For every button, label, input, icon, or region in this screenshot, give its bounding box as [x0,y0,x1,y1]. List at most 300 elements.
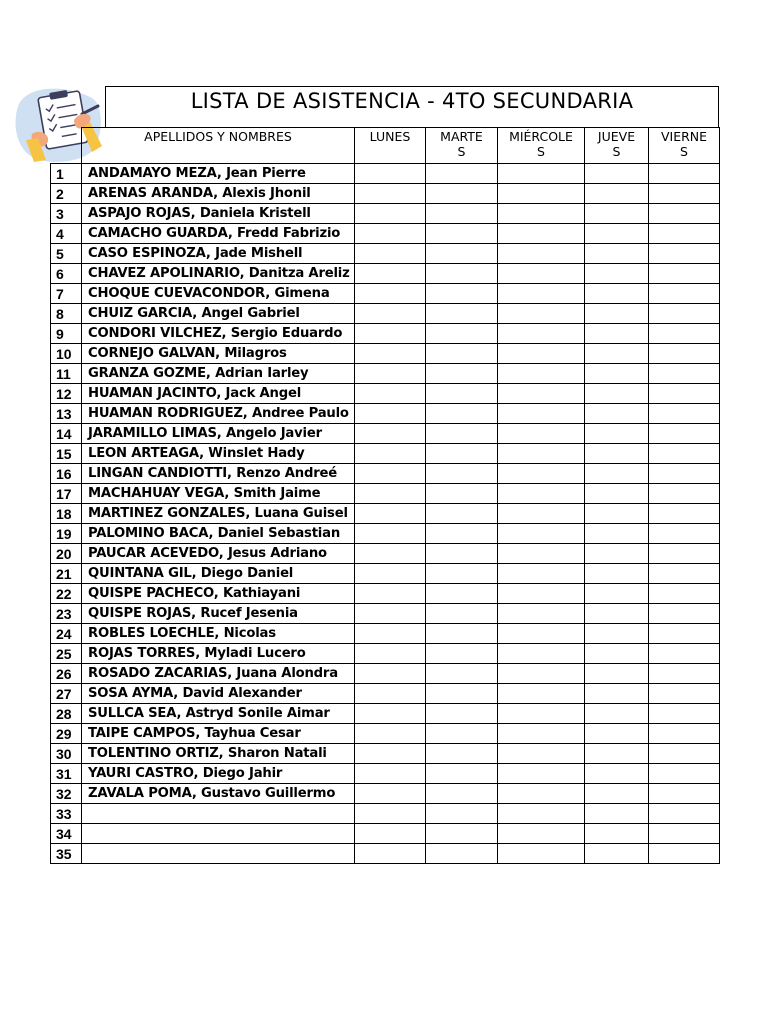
attendance-cell-lunes[interactable] [355,304,426,324]
attendance-cell-martes[interactable] [426,624,498,644]
attendance-cell-miercoles[interactable] [498,804,585,824]
table-row [51,704,720,724]
table-row [51,664,720,684]
table-row [51,624,720,644]
attendance-cell-martes[interactable] [426,364,498,384]
attendance-cell-lunes[interactable] [355,584,426,604]
attendance-cell-lunes[interactable] [355,604,426,624]
student-name: CHAVEZ APOLINARIO, Danitza Areliz [82,264,355,284]
attendance-cell-lunes[interactable] [355,244,426,264]
attendance-cell-jueves[interactable] [585,164,649,184]
attendance-cell-miercoles[interactable] [498,304,585,324]
table-row [51,364,720,384]
student-name: ASPAJO ROJAS, Daniela Kristell [82,204,355,224]
attendance-cell-lunes[interactable] [355,384,426,404]
row-number: 25 [51,644,82,664]
attendance-cell-martes[interactable] [426,484,498,504]
table-row [51,264,720,284]
attendance-cell-lunes[interactable] [355,664,426,684]
attendance-cell-martes[interactable] [426,764,498,784]
attendance-cell-miercoles[interactable] [498,724,585,744]
row-number: 6 [51,264,82,284]
attendance-cell-lunes[interactable] [355,544,426,564]
row-number: 21 [51,564,82,584]
attendance-cell-miercoles[interactable] [498,604,585,624]
attendance-cell-lunes[interactable] [355,504,426,524]
attendance-cell-miercoles[interactable] [498,164,585,184]
attendance-cell-miercoles[interactable] [498,664,585,684]
table-row [51,844,720,864]
attendance-cell-viernes[interactable] [649,684,720,704]
attendance-cell-miercoles[interactable] [498,764,585,784]
student-name: MACHAHUAY VEGA, Smith Jaime [82,484,355,504]
attendance-cell-lunes[interactable] [355,784,426,804]
attendance-cell-martes[interactable] [426,824,498,844]
attendance-cell-viernes[interactable] [649,164,720,184]
student-name: CHUIZ GARCIA, Angel Gabriel [82,304,355,324]
attendance-cell-viernes[interactable] [649,244,720,264]
table-row [51,484,720,504]
attendance-cell-lunes[interactable] [355,424,426,444]
attendance-cell-miercoles[interactable] [498,244,585,264]
table-row [51,244,720,264]
attendance-cell-lunes[interactable] [355,724,426,744]
student-name: QUISPE ROJAS, Rucef Jesenia [82,604,355,624]
student-name: LINGAN CANDIOTTI, Renzo Andreé [82,464,355,484]
attendance-cell-jueves[interactable] [585,204,649,224]
attendance-cell-martes[interactable] [426,424,498,444]
attendance-cell-martes[interactable] [426,604,498,624]
row-number: 15 [51,444,82,464]
student-name [82,804,355,824]
header-miercoles-line2: S [537,144,545,159]
header-miercoles [498,128,585,164]
attendance-cell-viernes[interactable] [649,484,720,504]
student-name: CORNEJO GALVAN, Milagros [82,344,355,364]
attendance-cell-jueves[interactable] [585,724,649,744]
attendance-cell-miercoles[interactable] [498,704,585,724]
attendance-cell-lunes[interactable] [355,484,426,504]
attendance-cell-miercoles[interactable] [498,324,585,344]
table-row [51,224,720,244]
attendance-cell-jueves[interactable] [585,764,649,784]
attendance-cell-martes[interactable] [426,224,498,244]
attendance-cell-jueves[interactable] [585,644,649,664]
attendance-cell-miercoles[interactable] [498,784,585,804]
row-number: 3 [51,204,82,224]
table-row [51,204,720,224]
header-viernes [649,128,720,164]
attendance-cell-miercoles[interactable] [498,644,585,664]
student-name: YAURI CASTRO, Diego Jahir [82,764,355,784]
attendance-cell-lunes[interactable] [355,364,426,384]
row-number: 11 [51,364,82,384]
student-name: ROJAS TORRES, Myladi Lucero [82,644,355,664]
row-number: 20 [51,544,82,564]
table-row [51,184,720,204]
attendance-cell-jueves[interactable] [585,544,649,564]
attendance-cell-martes[interactable] [426,384,498,404]
attendance-cell-jueves[interactable] [585,304,649,324]
attendance-cell-jueves[interactable] [585,824,649,844]
table-row [51,784,720,804]
attendance-cell-viernes[interactable] [649,604,720,624]
attendance-cell-lunes[interactable] [355,404,426,424]
attendance-cell-viernes[interactable] [649,784,720,804]
attendance-cell-viernes[interactable] [649,564,720,584]
attendance-cell-lunes[interactable] [355,764,426,784]
student-name: ROSADO ZACARIAS, Juana Alondra [82,664,355,684]
row-number: 12 [51,384,82,404]
student-name: ROBLES LOECHLE, Nicolas [82,624,355,644]
attendance-cell-viernes[interactable] [649,624,720,644]
row-number: 32 [51,784,82,804]
header-miercoles-line1: MIÉRCOLE [509,129,573,144]
attendance-cell-lunes[interactable] [355,644,426,664]
attendance-cell-lunes[interactable] [355,744,426,764]
row-number: 14 [51,424,82,444]
attendance-cell-lunes[interactable] [355,204,426,224]
attendance-cell-lunes[interactable] [355,224,426,244]
header-viernes-line1: VIERNE [660,129,708,144]
student-name: LEON ARTEAGA, Winslet Hady [82,444,355,464]
attendance-cell-jueves[interactable] [585,784,649,804]
attendance-cell-martes[interactable] [426,284,498,304]
attendance-cell-martes[interactable] [426,784,498,804]
attendance-cell-miercoles[interactable] [498,544,585,564]
attendance-cell-miercoles[interactable] [498,624,585,644]
attendance-cell-lunes[interactable] [355,804,426,824]
attendance-cell-martes[interactable] [426,524,498,544]
attendance-cell-martes[interactable] [426,344,498,364]
table-row [51,444,720,464]
table-row [51,284,720,304]
row-number: 5 [51,244,82,264]
attendance-cell-martes[interactable] [426,544,498,564]
attendance-cell-lunes[interactable] [355,624,426,644]
row-number: 27 [51,684,82,704]
table-row [51,424,720,444]
table-row [51,464,720,484]
header-names: APELLIDOS Y NOMBRES [82,128,355,164]
student-name: QUISPE PACHECO, Kathiayani [82,584,355,604]
row-number: 2 [51,184,82,204]
attendance-cell-miercoles[interactable] [498,364,585,384]
attendance-table [50,127,720,864]
student-name: CONDORI VILCHEZ, Sergio Eduardo [82,324,355,344]
attendance-cell-martes[interactable] [426,184,498,204]
student-name [82,824,355,844]
attendance-cell-martes[interactable] [426,244,498,264]
attendance-cell-viernes[interactable] [649,704,720,724]
attendance-cell-miercoles[interactable] [498,404,585,424]
attendance-cell-viernes[interactable] [649,644,720,664]
attendance-cell-viernes[interactable] [649,384,720,404]
student-name [82,844,355,864]
table-row [51,304,720,324]
attendance-cell-miercoles[interactable] [498,284,585,304]
attendance-cell-martes[interactable] [426,504,498,524]
row-number: 7 [51,284,82,304]
page-title: LISTA DE ASISTENCIA - 4TO SECUNDARIA [190,89,634,113]
table-row [51,744,720,764]
attendance-cell-miercoles[interactable] [498,424,585,444]
row-number: 4 [51,224,82,244]
attendance-cell-viernes[interactable] [649,304,720,324]
attendance-cell-jueves[interactable] [585,344,649,364]
attendance-cell-miercoles[interactable] [498,444,585,464]
attendance-cell-jueves[interactable] [585,484,649,504]
attendance-cell-viernes[interactable] [649,584,720,604]
attendance-cell-martes[interactable] [426,304,498,324]
attendance-cell-miercoles[interactable] [498,564,585,584]
row-number: 29 [51,724,82,744]
attendance-cell-martes[interactable] [426,464,498,484]
attendance-cell-lunes[interactable] [355,184,426,204]
student-name: CAMACHO GUARDA, Fredd Fabrizio [82,224,355,244]
attendance-cell-lunes[interactable] [355,704,426,724]
table-row [51,544,720,564]
table-row [51,564,720,584]
header-martes-line1: MARTE [440,129,483,144]
attendance-cell-jueves[interactable] [585,684,649,704]
row-number: 23 [51,604,82,624]
attendance-cell-miercoles[interactable] [498,264,585,284]
attendance-cell-viernes[interactable] [649,264,720,284]
attendance-cell-jueves[interactable] [585,604,649,624]
header-martes-line2: S [457,144,466,159]
table-row [51,324,720,344]
attendance-cell-jueves[interactable] [585,404,649,424]
attendance-cell-viernes[interactable] [649,404,720,424]
table-row [51,584,720,604]
attendance-cell-miercoles[interactable] [498,684,585,704]
attendance-cell-martes[interactable] [426,264,498,284]
student-name: HUAMAN JACINTO, Jack Angel [82,384,355,404]
header-jueves-line1: JUEVE [597,129,636,144]
attendance-cell-martes[interactable] [426,324,498,344]
attendance-cell-viernes[interactable] [649,324,720,344]
student-name: ANDAMAYO MEZA, Jean Pierre [82,164,355,184]
student-rows [51,164,720,864]
attendance-cell-martes[interactable] [426,684,498,704]
attendance-cell-martes[interactable] [426,444,498,464]
header-number-blank [51,128,82,164]
attendance-cell-jueves[interactable] [585,844,649,864]
table-row [51,384,720,404]
attendance-cell-viernes[interactable] [649,804,720,824]
attendance-cell-lunes[interactable] [355,344,426,364]
attendance-cell-jueves[interactable] [585,324,649,344]
attendance-cell-viernes[interactable] [649,464,720,484]
row-number: 24 [51,624,82,644]
row-number: 26 [51,664,82,684]
attendance-cell-lunes[interactable] [355,524,426,544]
table-row [51,684,720,704]
row-number: 18 [51,504,82,524]
attendance-cell-viernes[interactable] [649,184,720,204]
header-martes [426,128,498,164]
row-number: 1 [51,164,82,184]
student-name: ZAVALA POMA, Gustavo Guillermo [82,784,355,804]
header-row [51,128,720,164]
table-row [51,404,720,424]
row-number: 9 [51,324,82,344]
header-jueves [585,128,649,164]
student-name: CASO ESPINOZA, Jade Mishell [82,244,355,264]
attendance-cell-martes[interactable] [426,564,498,584]
attendance-cell-jueves[interactable] [585,224,649,244]
table-row [51,804,720,824]
header-viernes-line2: S [680,144,688,159]
attendance-cell-martes[interactable] [426,804,498,824]
attendance-cell-martes[interactable] [426,204,498,224]
attendance-cell-jueves[interactable] [585,284,649,304]
attendance-cell-lunes[interactable] [355,444,426,464]
attendance-cell-viernes[interactable] [649,364,720,384]
row-number: 34 [51,824,82,844]
attendance-cell-viernes[interactable] [649,844,720,864]
attendance-cell-jueves[interactable] [585,384,649,404]
row-number: 31 [51,764,82,784]
attendance-cell-miercoles[interactable] [498,484,585,504]
attendance-cell-miercoles[interactable] [498,744,585,764]
attendance-cell-viernes[interactable] [649,764,720,784]
attendance-cell-jueves[interactable] [585,464,649,484]
attendance-cell-jueves[interactable] [585,744,649,764]
attendance-cell-jueves[interactable] [585,804,649,824]
attendance-cell-lunes[interactable] [355,684,426,704]
row-number: 8 [51,304,82,324]
table-row [51,164,720,184]
attendance-cell-lunes[interactable] [355,264,426,284]
attendance-cell-jueves[interactable] [585,624,649,644]
attendance-cell-martes[interactable] [426,724,498,744]
row-number: 10 [51,344,82,364]
attendance-cell-miercoles[interactable] [498,224,585,244]
attendance-cell-viernes[interactable] [649,524,720,544]
row-number: 16 [51,464,82,484]
table-row [51,764,720,784]
attendance-cell-martes[interactable] [426,664,498,684]
attendance-cell-viernes[interactable] [649,204,720,224]
row-number: 22 [51,584,82,604]
row-number: 13 [51,404,82,424]
header-lunes: LUNES [355,128,426,164]
student-name: QUINTANA GIL, Diego Daniel [82,564,355,584]
table-row [51,524,720,544]
table-row [51,604,720,624]
attendance-cell-martes[interactable] [426,404,498,424]
row-number: 35 [51,844,82,864]
attendance-cell-miercoles[interactable] [498,184,585,204]
student-name: SOSA AYMA, David Alexander [82,684,355,704]
attendance-cell-lunes[interactable] [355,284,426,304]
table-row [51,504,720,524]
attendance-cell-viernes[interactable] [649,224,720,244]
row-number: 33 [51,804,82,824]
attendance-cell-jueves[interactable] [585,524,649,544]
attendance-cell-lunes[interactable] [355,564,426,584]
attendance-cell-viernes[interactable] [649,504,720,524]
attendance-cell-jueves[interactable] [585,184,649,204]
attendance-cell-miercoles[interactable] [498,824,585,844]
attendance-cell-jueves[interactable] [585,364,649,384]
student-name: JARAMILLO LIMAS, Angelo Javier [82,424,355,444]
attendance-cell-martes[interactable] [426,644,498,664]
student-name: MARTINEZ GONZALES, Luana Guisel [82,504,355,524]
attendance-cell-viernes[interactable] [649,424,720,444]
student-name: TAIPE CAMPOS, Tayhua Cesar [82,724,355,744]
attendance-cell-lunes[interactable] [355,164,426,184]
attendance-cell-martes[interactable] [426,164,498,184]
student-name: PAUCAR ACEVEDO, Jesus Adriano [82,544,355,564]
attendance-cell-jueves[interactable] [585,704,649,724]
attendance-cell-miercoles[interactable] [498,584,585,604]
attendance-cell-jueves[interactable] [585,504,649,524]
attendance-cell-jueves[interactable] [585,664,649,684]
attendance-cell-jueves[interactable] [585,244,649,264]
table-row [51,824,720,844]
attendance-cell-lunes[interactable] [355,824,426,844]
attendance-cell-viernes[interactable] [649,824,720,844]
attendance-cell-viernes[interactable] [649,744,720,764]
table-row [51,724,720,744]
attendance-cell-viernes[interactable] [649,284,720,304]
attendance-sheet [50,86,719,864]
attendance-cell-martes[interactable] [426,744,498,764]
attendance-cell-martes[interactable] [426,584,498,604]
attendance-cell-miercoles[interactable] [498,524,585,544]
attendance-cell-miercoles[interactable] [498,504,585,524]
student-name: SULLCA SEA, Astryd Sonile Aimar [82,704,355,724]
row-number: 17 [51,484,82,504]
student-name: GRANZA GOZME, Adrian Iarley [82,364,355,384]
attendance-cell-lunes[interactable] [355,844,426,864]
row-number: 28 [51,704,82,724]
attendance-cell-miercoles[interactable] [498,344,585,364]
attendance-cell-lunes[interactable] [355,324,426,344]
attendance-cell-miercoles[interactable] [498,464,585,484]
attendance-cell-jueves[interactable] [585,444,649,464]
student-name: CHOQUE CUEVACONDOR, Gimena [82,284,355,304]
attendance-cell-jueves[interactable] [585,564,649,584]
attendance-cell-jueves[interactable] [585,264,649,284]
table-row [51,344,720,364]
attendance-cell-viernes[interactable] [649,444,720,464]
attendance-cell-viernes[interactable] [649,664,720,684]
student-name: TOLENTINO ORTIZ, Sharon Natali [82,744,355,764]
attendance-cell-miercoles[interactable] [498,204,585,224]
attendance-cell-martes[interactable] [426,844,498,864]
attendance-cell-viernes[interactable] [649,544,720,564]
student-name: ARENAS ARANDA, Alexis Jhonil [82,184,355,204]
row-number: 19 [51,524,82,544]
attendance-cell-jueves[interactable] [585,584,649,604]
title-row [105,86,719,127]
attendance-cell-viernes[interactable] [649,344,720,364]
student-name: PALOMINO BACA, Daniel Sebastian [82,524,355,544]
attendance-cell-lunes[interactable] [355,464,426,484]
attendance-cell-miercoles[interactable] [498,844,585,864]
attendance-cell-viernes[interactable] [649,724,720,744]
header-jueves-line2: S [612,144,621,159]
attendance-cell-miercoles[interactable] [498,384,585,404]
row-number: 30 [51,744,82,764]
table-row [51,644,720,664]
attendance-cell-jueves[interactable] [585,424,649,444]
attendance-cell-martes[interactable] [426,704,498,724]
